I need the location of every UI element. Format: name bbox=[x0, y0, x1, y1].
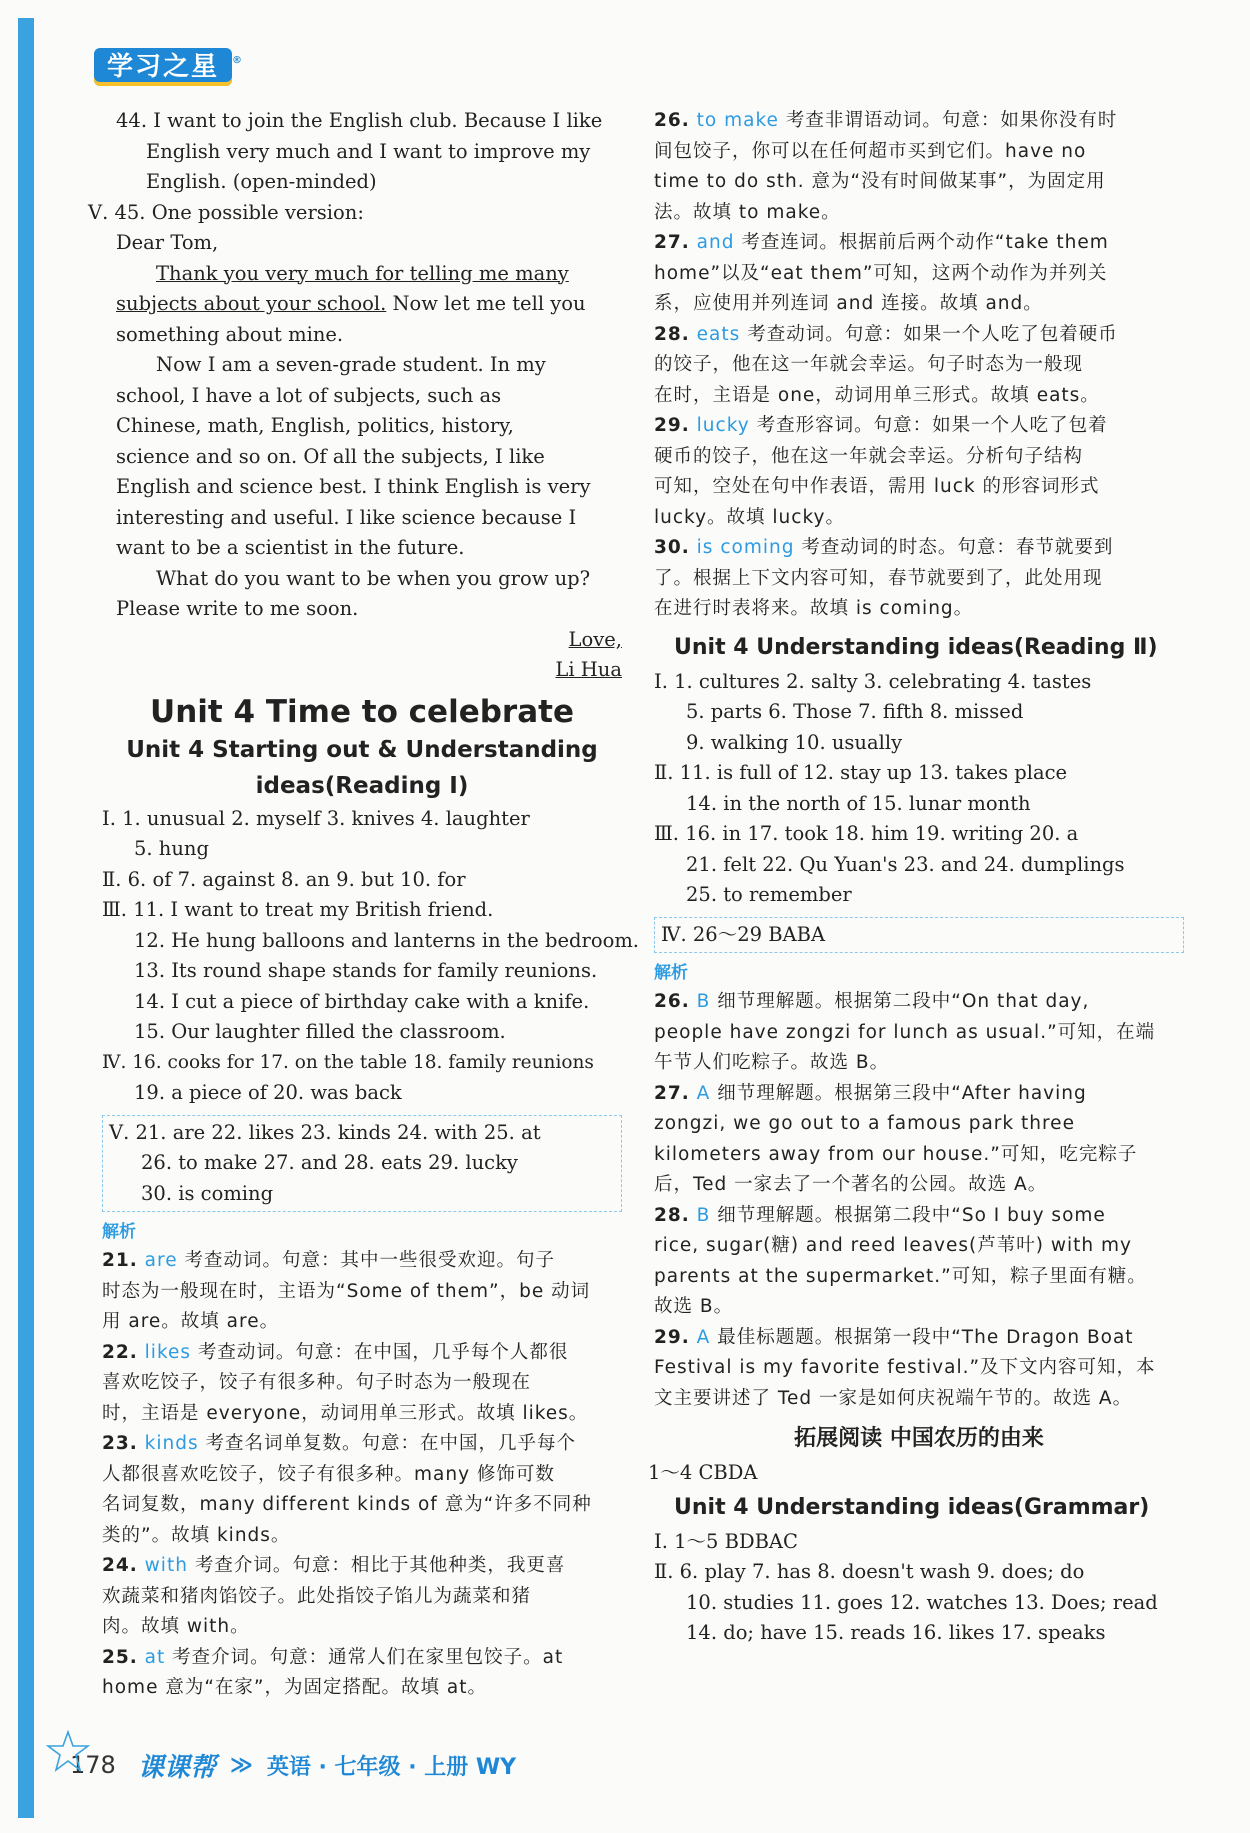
letter-line: interesting and useful. I like science because I bbox=[116, 505, 577, 529]
letter-signature: Li Hua bbox=[555, 658, 622, 681]
letter-greeting: Dear Tom, bbox=[116, 231, 219, 254]
answer-line: 1～4 CBDA bbox=[648, 1461, 758, 1484]
answer-line: 30. is coming bbox=[141, 1181, 274, 1205]
side-stripe bbox=[18, 18, 34, 1818]
underlined-sentence: subjects about your school. bbox=[116, 292, 387, 315]
answer-line: Ⅱ. 6. of 7. against 8. an 9. but 10. for bbox=[102, 867, 466, 891]
letter-closing: Love, bbox=[568, 627, 622, 651]
answer-line: Ⅰ. 1. cultures 2. salty 3. celebrating 4. tastes bbox=[654, 669, 1092, 693]
answer-line: 9. walking 10. usually bbox=[686, 730, 903, 754]
answer-line: 5. parts 6. Those 7. fifth 8. missed bbox=[686, 700, 1024, 723]
answer-line: Ⅳ. 26～29 BABA bbox=[661, 922, 826, 946]
explanation-23: 23. kinds 考查名词单复数。句意：在中国，几乎每个 人都很喜欢吃饺子，饺子有很多种。many 修饰可数 名词复数，many different kinds of 意为“许多不同种 类的”。故填 kinds。 bbox=[102, 1433, 592, 1546]
underlined-sentence: Thank you very much for telling me many bbox=[156, 261, 569, 285]
answer-line: Ⅲ. 11. I want to treat my British friend. bbox=[102, 898, 494, 921]
answer-line: 14. I cut a piece of birthday cake with a knife. bbox=[134, 989, 590, 1013]
answer-line: 5. hung bbox=[134, 837, 209, 860]
answer-line: 19. a piece of 20. was back bbox=[134, 1081, 402, 1104]
analysis-label: 解析 bbox=[102, 1222, 136, 1242]
explanation-30: 30. is coming 考查动词的时态。句意：春节就要到 了。根据上下文内容可知，春节就要到了，此处用现 在进行时表将来。故填 is coming。 bbox=[654, 537, 1114, 619]
chevron-right-icon: ≫ bbox=[229, 1752, 253, 1778]
section-title: Unit 4 Understanding ideas(Reading Ⅱ) bbox=[674, 634, 1158, 660]
page-footer bbox=[62, 1740, 662, 1790]
explanation-25: 25. at 考查介词。句意：通常人们在家里包饺子。at home 意为“在家”，为固定搭配。故填 at。 bbox=[102, 1646, 564, 1698]
explanation-27b: 27. A 细节理解题。根据第三段中“After having zongzi, we go out to a famous park three kilometers away from our house.”可知，吃完粽子 后，Ted 一家去了一个著名的公园。故选 A。 bbox=[654, 1082, 1138, 1195]
q44-line-3: English. (open-minded) bbox=[146, 170, 377, 193]
letter-line: school, I have a lot of subjects, such as bbox=[116, 383, 502, 407]
q45-heading: Ⅴ. 45. One possible version: bbox=[88, 200, 364, 224]
letter-line: Chinese, math, English, politics, history, bbox=[116, 414, 514, 437]
answer-line: Ⅰ. 1～5 BDBAC bbox=[654, 1529, 798, 1553]
analysis-label: 解析 bbox=[654, 963, 688, 983]
answer-line: Ⅳ. 16. cooks for 17. on the table 18. family reunions bbox=[102, 1051, 594, 1073]
answer-box bbox=[654, 917, 1184, 954]
letter-line: something about mine. bbox=[116, 322, 344, 346]
letter-line bbox=[102, 259, 622, 290]
explanation-27: 27. and 考查连词。根据前后两个动作“take them home”以及“eat them”可知，这两个动作为并列关 系，应使用并列连词 and 连接。故填 and。 bbox=[654, 232, 1109, 314]
answer-line: Ⅰ. 1. unusual 2. myself 3. knives 4. laughter bbox=[102, 806, 530, 830]
section-title: Unit 4 Understanding ideas(Grammar) bbox=[674, 1494, 1150, 1520]
letter-line: subjects about your school. Now let me tell you bbox=[116, 292, 586, 315]
answer-line: 12. He hung balloons and lanterns in the bedroom. bbox=[134, 928, 640, 952]
extended-reading-title: 拓展阅读 中国农历的由来 bbox=[794, 1426, 1044, 1451]
explanation-22: 22. likes 考查动词。句意：在中国，几乎每个人都很 喜欢吃饺子，饺子有很多种。句子时态为一般现在 时，主语是 everyone，动词用单三形式。故填 likes。 bbox=[102, 1341, 589, 1424]
q44-line-1: 44. I want to join the English club. Because I like bbox=[116, 109, 603, 132]
answer-line: 14. do; have 15. reads 16. likes 17. speaks bbox=[686, 1621, 1106, 1644]
letter-line: Please write to me soon. bbox=[116, 597, 359, 620]
letter-line: science and so on. Of all the subjects, I like bbox=[116, 444, 545, 468]
explanation-28: 28. eats 考查动词。句意：如果一个人吃了包着硬币 的饺子，他在这一年就会幸运。句子时态为一般现 在时，主语是 one，动词用单三形式。故填 eats。 bbox=[654, 323, 1118, 406]
letter-line: English and science best. I think English is very bbox=[116, 475, 591, 498]
explanation-26: 26. to make 考查非谓语动词。句意：如果你没有时 间包饺子，你可以在任何超市买到它们。have no time to do sth. 意为“没有时间做某事”，为固定用 法。故填 to make。 bbox=[654, 110, 1118, 223]
star-icon bbox=[46, 1729, 90, 1773]
answer-line: 26. to make 27. and 28. eats 29. lucky bbox=[141, 1151, 518, 1174]
section-title: ideas(Reading Ⅰ) bbox=[255, 772, 469, 799]
brand-name: 课课帮 bbox=[137, 1752, 216, 1783]
answer-line: Ⅴ. 21. are 22. likes 23. kinds 24. with 25. at bbox=[109, 1120, 541, 1144]
explanation-26b: 26. B 细节理解题。根据第二段中“On that day, people have zongzi for lunch as usual.”可知，在端 午节人们吃粽子。故选 B。 bbox=[654, 991, 1156, 1073]
answer-line: 25. to remember bbox=[686, 883, 852, 906]
answer-line: 15. Our laughter filled the classroom. bbox=[134, 1020, 506, 1043]
unit-title: Unit 4 Time to celebrate bbox=[150, 693, 574, 730]
letter-line: want to be a scientist in the future. bbox=[116, 536, 465, 559]
answer-line: 13. Its round shape stands for family reunions. bbox=[134, 959, 598, 982]
answer-line: 21. felt 22. Qu Yuan's 23. and 24. dumplings bbox=[686, 852, 1125, 876]
left-column bbox=[88, 106, 640, 1704]
book-info: 英语 · 七年级 · 上册 WY bbox=[266, 1754, 517, 1780]
answer-line: 10. studies 11. goes 12. watches 13. Does; read bbox=[686, 1590, 1158, 1614]
explanation-24: 24. with 考查介词。句意：相比于其他种类，我更喜 欢蔬菜和猪肉馅饺子。此处指饺子馅儿为蔬菜和猪 肉。故填 with。 bbox=[102, 1555, 566, 1637]
letter-line: Now I am a seven-grade student. In my bbox=[156, 353, 546, 376]
answer-line: Ⅱ. 6. play 7. has 8. doesn't wash 9. does; do bbox=[654, 1560, 1085, 1583]
letter-line: What do you want to be when you grow up? bbox=[156, 566, 591, 590]
answer-line: 14. in the north of 15. lunar month bbox=[686, 791, 1031, 815]
answer-box bbox=[102, 1115, 622, 1213]
explanation-21: 21. are 考查动词。句意：其中一些很受欢迎。句子 时态为一般现在时，主语为“Some of them”，be 动词 用 are。故填 are。 bbox=[102, 1250, 591, 1332]
explanation-29: 29. lucky 考查形容词。句意：如果一个人吃了包着 硬币的饺子，他在这一年就会幸运。分析句子结构 可知，空处在句中作表语，需用 luck 的形容词形式 lucky。故填 lucky。 bbox=[654, 415, 1108, 528]
page-number: 178 bbox=[62, 1751, 124, 1779]
answer-line: Ⅱ. 11. is full of 12. stay up 13. takes place bbox=[654, 761, 1068, 784]
right-column bbox=[648, 106, 1184, 1649]
q44-line-2: English very much and I want to improve my bbox=[146, 139, 591, 163]
brand-logo: 学习之星 ® bbox=[94, 48, 232, 86]
explanation-29b: 29. A 最佳标题题。根据第一段中“The Dragon Boat Festival is my favorite festival.”及下文内容可知，本 文主要讲述了 Ted 一家是如何庆祝端午节的。故选 A。 bbox=[654, 1326, 1156, 1409]
explanation-28b: 28. B 细节理解题。根据第二段中“So I buy some rice, sugar(糖) and reed leaves(芦苇叶) with my parents at the supermarket.”可知，粽子里面有糖。 故选 B。 bbox=[654, 1204, 1147, 1317]
answer-line: Ⅲ. 16. in 17. took 18. him 19. writing 20. a bbox=[654, 822, 1079, 845]
section-title: Unit 4 Starting out & Understanding bbox=[126, 736, 598, 763]
